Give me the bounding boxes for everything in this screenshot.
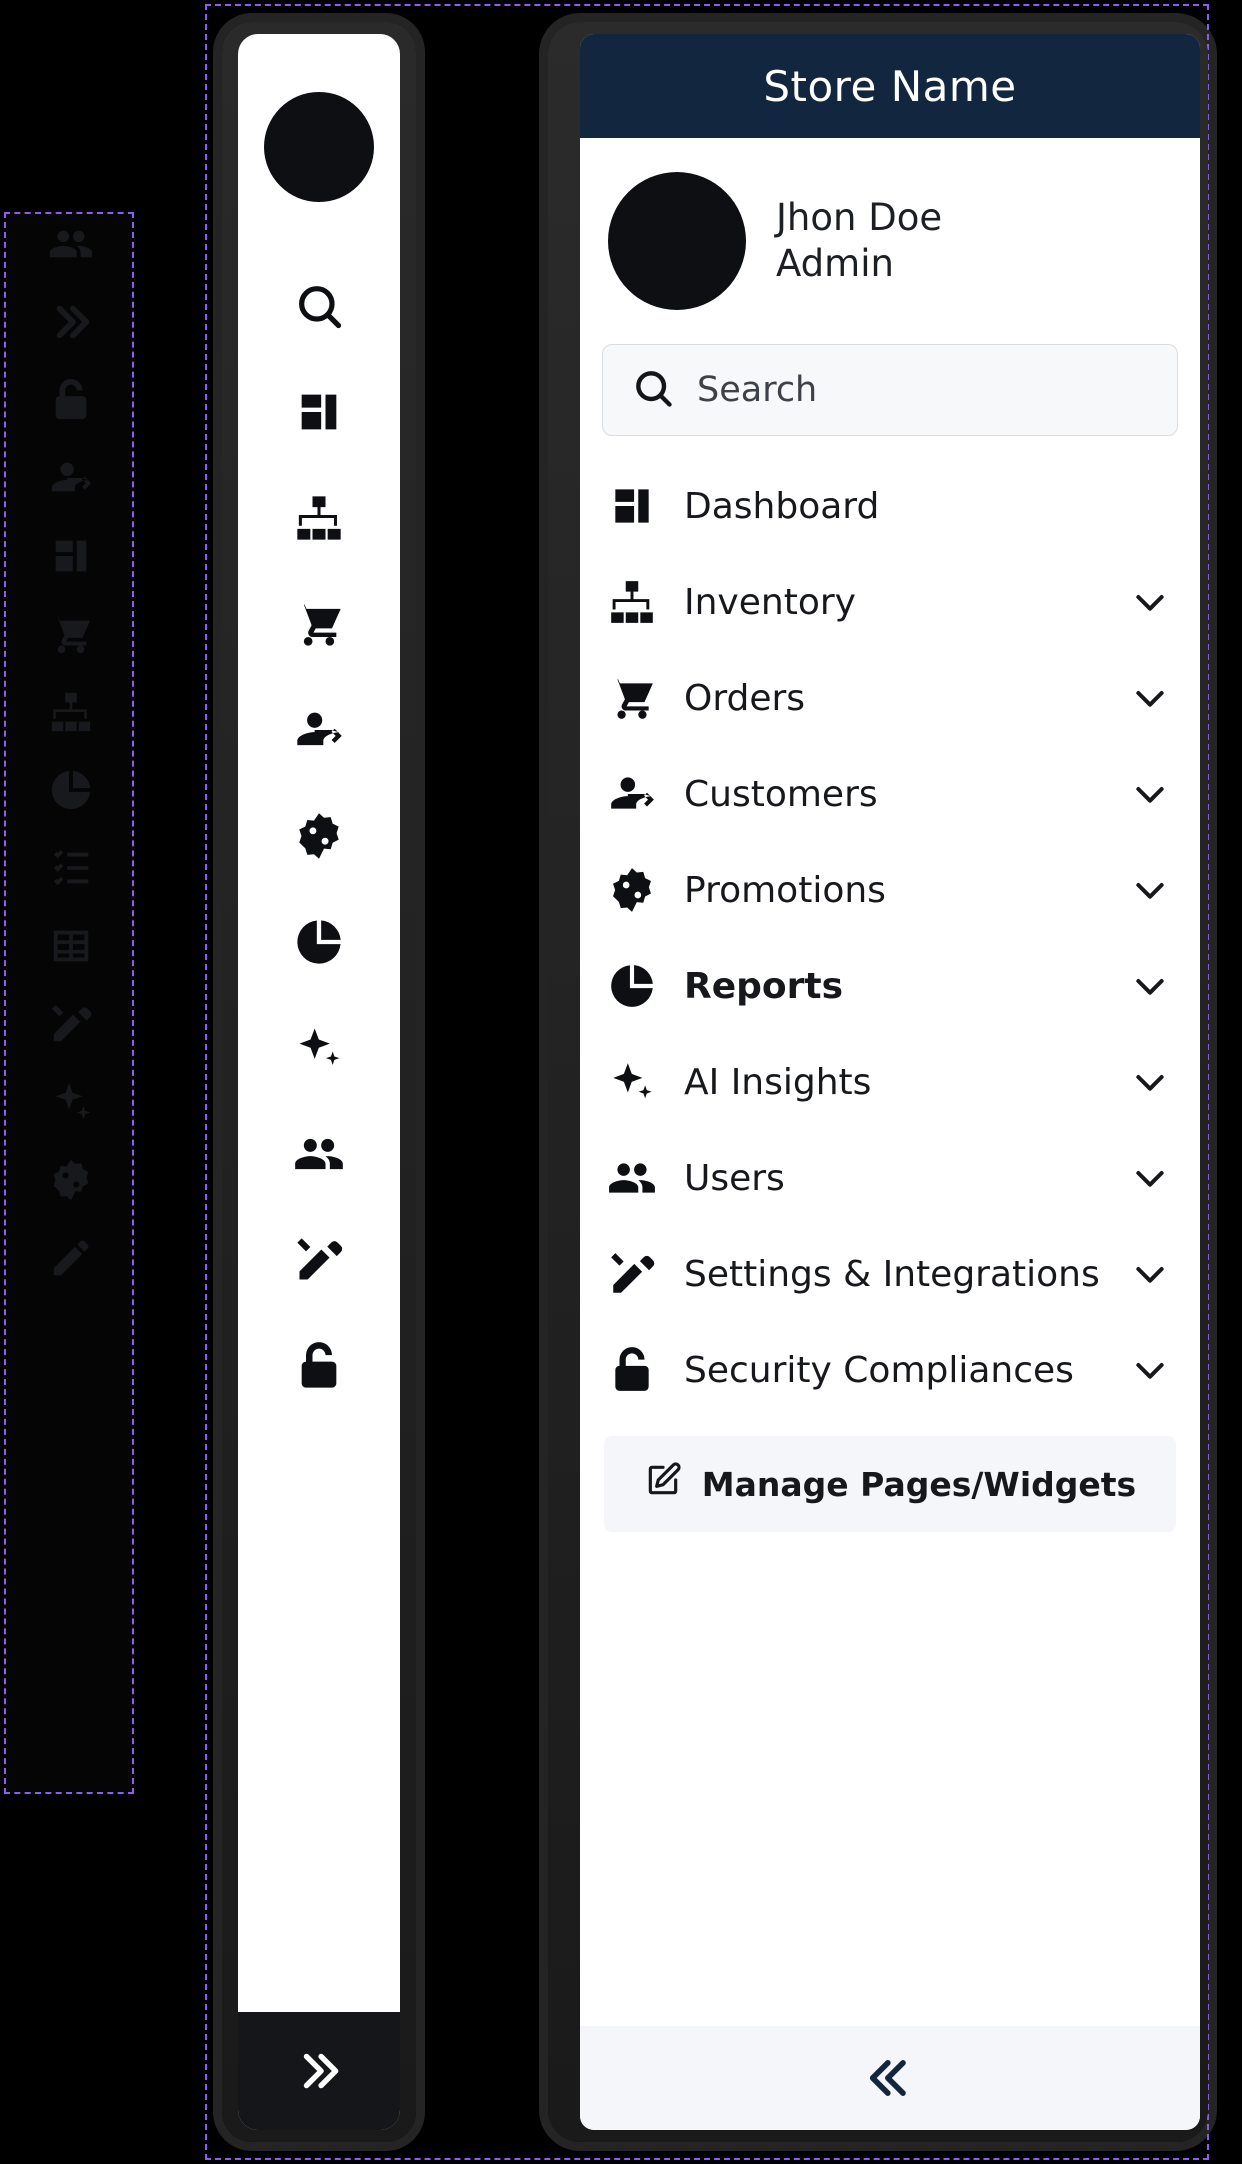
percent-badge-icon xyxy=(606,864,658,916)
chevron-down-icon[interactable] xyxy=(1130,1062,1170,1102)
strip-icon-users[interactable] xyxy=(6,214,136,274)
store-title-bar xyxy=(580,34,1200,138)
sidebar-item-security-compliances[interactable] xyxy=(580,1322,1200,1418)
expanded-sidebar xyxy=(580,34,1200,2130)
chevron-down-icon[interactable] xyxy=(1130,1350,1170,1390)
rail-icon-pie-chart[interactable] xyxy=(287,910,351,974)
tools-icon xyxy=(606,1248,658,1300)
sidebar-item-users[interactable] xyxy=(580,1130,1200,1226)
chevron-down-icon[interactable] xyxy=(1130,966,1170,1006)
search-box[interactable] xyxy=(602,344,1178,436)
sidebar-item-customers[interactable] xyxy=(580,746,1200,842)
sidebar-nav xyxy=(580,446,1200,1418)
strip-icon-tools[interactable] xyxy=(6,994,136,1054)
sidebar-item-label: Reports xyxy=(684,965,844,1007)
sidebar-item-label: Promotions xyxy=(684,869,886,911)
user-text xyxy=(776,195,942,288)
store-title: Store Name xyxy=(763,61,1017,111)
strip-icon-customer-tag[interactable] xyxy=(6,448,136,508)
sitemap-icon xyxy=(606,576,658,628)
rail-icon-tools[interactable] xyxy=(287,1228,351,1292)
strip-icon-cart[interactable] xyxy=(6,604,136,664)
sidebar-item-orders[interactable] xyxy=(580,650,1200,746)
sidebar-item-ai-insights[interactable] xyxy=(580,1034,1200,1130)
rail-icon-dashboard[interactable] xyxy=(287,380,351,444)
chevron-down-icon[interactable] xyxy=(1130,1254,1170,1294)
search-icon xyxy=(631,366,675,414)
rail-icon-cart[interactable] xyxy=(287,592,351,656)
user-profile-row[interactable] xyxy=(580,138,1200,340)
rail-icon-customer-tag[interactable] xyxy=(287,698,351,762)
rail-icon-sitemap[interactable] xyxy=(287,486,351,550)
chevron-down-icon[interactable] xyxy=(1130,582,1170,622)
sidebar-item-label: AI Insights xyxy=(684,1061,872,1103)
sidebar-item-reports[interactable] xyxy=(580,938,1200,1034)
rail-icon-sparkle[interactable] xyxy=(287,1016,351,1080)
sidebar-item-promotions[interactable] xyxy=(580,842,1200,938)
sidebar-item-label: Users xyxy=(684,1157,785,1199)
lock-open-icon xyxy=(606,1344,658,1396)
mini-rail xyxy=(238,34,400,2130)
chevron-down-icon[interactable] xyxy=(1130,678,1170,718)
cart-icon xyxy=(606,672,658,724)
edit-square-icon xyxy=(644,1461,682,1507)
strip-icon-sparkle[interactable] xyxy=(6,1072,136,1132)
sidebar-spacer xyxy=(580,1532,1200,2026)
strip-icon-table[interactable] xyxy=(6,916,136,976)
chevron-down-icon[interactable] xyxy=(1130,1158,1170,1198)
sidebar-collapse-button[interactable] xyxy=(580,2026,1200,2130)
sidebar-item-label: Orders xyxy=(684,677,806,719)
user-role: Admin xyxy=(776,242,894,285)
pie-chart-icon xyxy=(606,960,658,1012)
rail-icon-percent-badge[interactable] xyxy=(287,804,351,868)
chevron-down-icon[interactable] xyxy=(1130,870,1170,910)
dashboard-icon xyxy=(606,480,658,532)
rail-icon-list xyxy=(238,274,400,2012)
customer-tag-icon xyxy=(606,768,658,820)
manage-pages-widgets-button[interactable] xyxy=(604,1436,1176,1532)
strip-icon-checklist[interactable] xyxy=(6,838,136,898)
search-input[interactable] xyxy=(697,370,1149,410)
strip-icon-pencil[interactable] xyxy=(6,1228,136,1288)
rail-icon-search[interactable] xyxy=(287,274,351,338)
avatar xyxy=(608,172,746,310)
sidebar-item-label: Dashboard xyxy=(684,485,880,527)
chevron-down-icon[interactable] xyxy=(1130,774,1170,814)
strip-icon-double-chevron-right[interactable] xyxy=(6,292,136,352)
sidebar-item-label: Settings & Integrations xyxy=(684,1253,1100,1295)
strip-icon-dashboard[interactable] xyxy=(6,526,136,586)
strip-icon-sitemap[interactable] xyxy=(6,682,136,742)
rail-icon-users[interactable] xyxy=(287,1122,351,1186)
sidebar-item-label: Security Compliances xyxy=(684,1349,1074,1391)
strip-icon-pie-chart[interactable] xyxy=(6,760,136,820)
strip-icon-lock-open[interactable] xyxy=(6,370,136,430)
sparkle-icon xyxy=(606,1056,658,1108)
user-name: Jhon Doe xyxy=(776,195,943,239)
sidebar-item-label: Inventory xyxy=(684,581,856,623)
sidebar-item-label: Customers xyxy=(684,773,878,815)
rail-avatar[interactable] xyxy=(264,92,374,202)
sidebar-item-dashboard[interactable] xyxy=(580,458,1200,554)
strip-icon-percent-badge[interactable] xyxy=(6,1150,136,1210)
sidebar-item-settings-integrations[interactable] xyxy=(580,1226,1200,1322)
collapsed-icon-strip xyxy=(4,212,134,1794)
rail-expand-button[interactable] xyxy=(238,2012,400,2130)
sidebar-item-inventory[interactable] xyxy=(580,554,1200,650)
rail-icon-lock-open[interactable] xyxy=(287,1334,351,1398)
users-icon xyxy=(606,1152,658,1204)
manage-pages-widgets-label: Manage Pages/Widgets xyxy=(701,1464,1137,1504)
